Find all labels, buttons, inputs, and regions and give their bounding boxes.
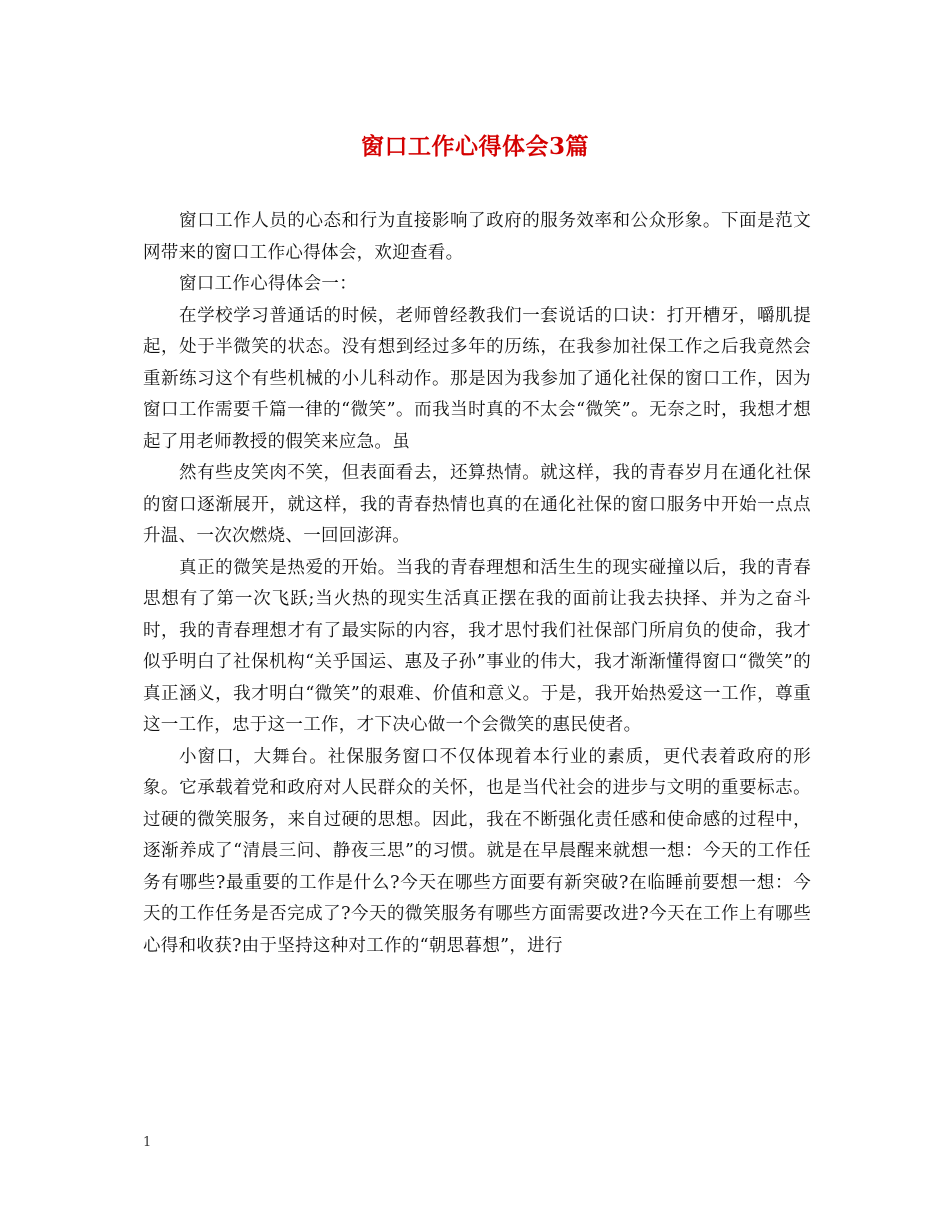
document-title: 窗口工作心得体会3篇 xyxy=(360,133,589,160)
paragraph-3: 真正的微笑是热爱的开始。当我的青春理想和活生生的现实碰撞以后，我的青春思想有了第一次飞跃;当火热的现实生活真正摆在我的面前让我去抉择、并为之奋斗时，我的青春理想才有了最实际的内容，我才思忖我们社保部门所肩负的使命，我才似乎明白了社保机构“关乎国运、惠及子孙”事业的伟大，我才渐渐懂得窗口“微笑”的真正涵义，我才明白“微笑”的艰难、价值和意义。于是，我开始热爱这一工作，尊重这一工作，忠于这一工作，才下决心做一个会微笑的惠民使者。 xyxy=(143,557,811,735)
paragraph-intro: 窗口工作人员的心态和行为直接影响了政府的服务效率和公众形象。下面是范文网带来的窗口工作心得体会，欢迎查看。 xyxy=(143,211,811,263)
paragraph-1: 在学校学习普通话的时候，老师曾经教我们一套说话的口诀：打开槽牙，嚼肌提起，处于半微笑的状态。没有想到经过多年的历练，在我参加社保工作之后我竟然会重新练习这个有些机械的小儿科动作。那是因为我参加了通化社保的窗口工作，因为窗口工作需要千篇一律的“微笑”。而我当时真的不太会“微笑”。无奈之时，我想才想起了用老师教授的假笑来应急。虽 xyxy=(143,305,811,452)
paragraph-2: 然有些皮笑肉不笑，但表面看去，还算热情。就这样，我的青春岁月在通化社保的窗口逐渐展开，就这样，我的青春热情也真的在通化社保的窗口服务中开始一点点升温、一次次燃烧、一回回澎湃。 xyxy=(143,463,811,546)
paragraph-section-heading: 窗口工作心得体会一： xyxy=(179,274,357,294)
paragraph-4: 小窗口，大舞台。社保服务窗口不仅体现着本行业的素质，更代表着政府的形象。它承载着党和政府对人民群众的关怀，也是当代社会的进步与文明的重要标志。过硬的微笑服务，来自过硬的思想。因此，我在不断强化责任感和使命感的过程中，逐渐养成了“清晨三问、静夜三思”的习惯。就是在早晨醒来就想一想：今天的工作任务有哪些?最重要的工作是什么?今天在哪些方面要有新突破?在临睡前要想一想：今天的工作任务是否完成了?今天的微笑服务有哪些方面需要改进?今天在工作上有哪些心得和收获?由于坚持这种对工作的“朝思暮想”，进行 xyxy=(143,746,811,956)
page-number: 1 xyxy=(143,1135,152,1150)
document-body xyxy=(143,206,811,962)
